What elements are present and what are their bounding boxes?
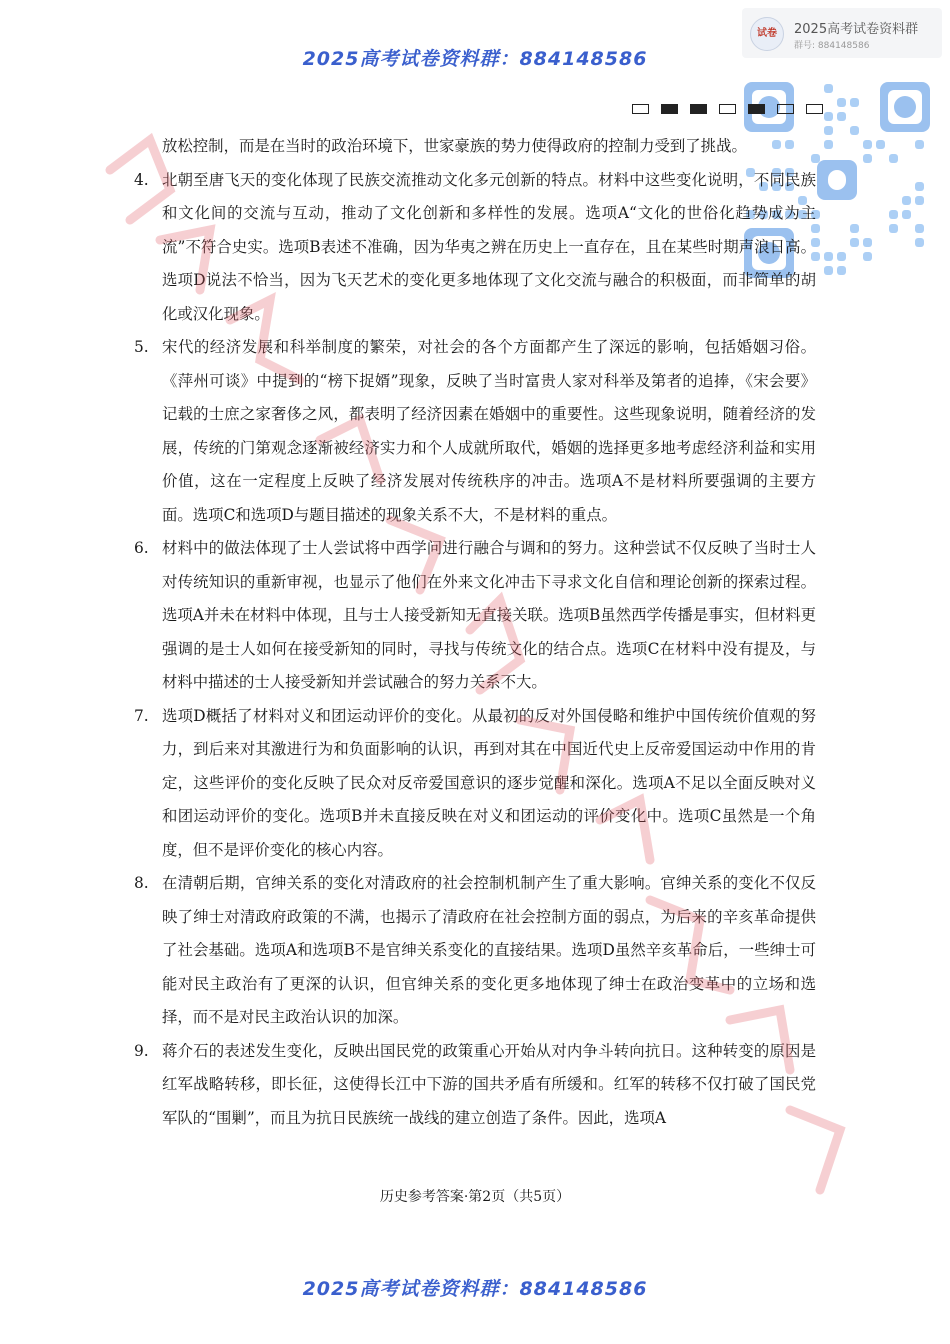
answer-text: 在清朝后期，官绅关系的变化对清政府的社会控制机制产生了重大影响。官绅关系的变化不仅反映了绅士对清政府政策的不满，也揭示了清政府在社会控制方面的弱点，为后来的辛亥革命提供了社会基础。选项A和选项B不是官绅关系变化的直接结果。选项D虽然辛亥革命后，一些绅士可能对民主政治有了更深的认识，但官绅关系的变化更多地体现了绅士在政治变革中的立场和选择，而不是对民主政治认识的加深。 bbox=[162, 874, 816, 1026]
qr-module bbox=[889, 224, 898, 233]
qr-module bbox=[889, 154, 898, 163]
qr-module bbox=[915, 140, 924, 149]
group-logo-icon: 试卷 bbox=[750, 17, 784, 51]
answer-item bbox=[134, 532, 816, 700]
answer-number: 5. bbox=[134, 338, 149, 356]
answer-number: 8. bbox=[134, 874, 149, 892]
qr-module bbox=[850, 224, 859, 233]
group-id: 群号: 884148586 bbox=[794, 41, 870, 51]
answer-item bbox=[134, 331, 816, 532]
qr-module bbox=[824, 126, 833, 135]
answer-text: 蒋介石的表述发生变化，反映出国民党的政策重心开始从对内争斗转向抗日。这种转变的原因是红军战略转移，即长征，这使得长江中下游的国共矛盾有所缓和。红军的转移不仅打破了国民党军队的“围剿”，而且为抗日民族统一战线的建立创造了条件。因此，选项A bbox=[162, 1041, 816, 1127]
answer-text: 选项D概括了材料对义和团运动评价的变化。从最初的反对外国侵略和维护中国传统价值观的努力，到后来对其激进行为和负面影响的认识，再到对其在中国近代史上反帝爱国运动中作用的肯定，这些评价的变化反映了民众对反帝爱国意识的逐步觉醒和深化。选项A不足以全面反映对义和团运动评价的变化。选项B并未直接反映在对义和团运动的评价变化中。选项C虽然是一个角度，但不是评价变化的核心内容。 bbox=[162, 706, 816, 859]
qr-module bbox=[863, 238, 872, 247]
qr-module bbox=[837, 252, 846, 261]
qr-module bbox=[915, 196, 924, 205]
answer-list bbox=[134, 164, 816, 1136]
qr-module bbox=[915, 238, 924, 247]
answer-item bbox=[134, 867, 816, 1035]
qr-module bbox=[915, 182, 924, 191]
qr-module bbox=[863, 154, 872, 163]
qr-module bbox=[824, 252, 833, 261]
registration-marks bbox=[632, 104, 823, 116]
qr-module bbox=[824, 84, 833, 93]
answer-text: 北朝至唐飞天的变化体现了民族交流推动文化多元创新的特点。材料中这些变化说明，不同民族和文化间的交流与互动，推动了文化创新和多样性的发展。选项A“文化的世俗化趋势成为主流”不符合史实。选项B表述不准确，因为华夷之辨在历史上一直存在，且在某些时期声浪日高。选项D说法不恰当，因为飞天艺术的变化更多地体现了文化交流与融合的积极面，而非简单的胡化或汉化现象。 bbox=[162, 170, 816, 323]
top-banner: 2025高考试卷资料群：884148586 bbox=[302, 48, 648, 70]
qr-module bbox=[837, 98, 846, 107]
answer-text: 宋代的经济发展和科举制度的繁荣，对社会的各个方面都产生了深远的影响，包括婚姻习俗。《萍州可谈》中提到的“榜下捉婿”现象，反映了当时富贵人家对科举及第者的追捧，《宋会要》记载的士庶之家奢侈之风，都表明了经济因素在婚姻中的重要性。这些现象说明，随着经济的发展，传统的门第观念逐渐被经济实力和个人成就所取代，婚姻的选择更多地考虑经济利益和实用价值，这在一定程度上反映了经济发展对传统秩序的冲击。选项A不是材料所要强调的主要方面。选项C和选项D与题目描述的现象关系不大，不是材料的重点。 bbox=[162, 338, 816, 524]
qr-module bbox=[824, 140, 833, 149]
answer-item bbox=[134, 700, 816, 868]
qr-module bbox=[889, 210, 898, 219]
qr-module bbox=[824, 112, 833, 121]
answer-text: 材料中的做法体现了士人尝试将中西学问进行融合与调和的努力。这种尝试不仅反映了当时士人对传统知识的重新审视，也显示了他们在外来文化冲击下寻求文化自信和理论创新的探索过程。选项A并未在材料中体现，且与士人接受新知无直接关联。选项B虽然西学传播是事实，但材料更强调的是士人如何在接受新知的同时，寻找与传统文化的结合点。选项C在材料中没有提及，与材料中描述的士人接受新知并尝试融合的努力关系不大。 bbox=[162, 539, 816, 691]
qr-module bbox=[850, 98, 859, 107]
answer-content bbox=[134, 130, 816, 1135]
answer-item bbox=[134, 1035, 816, 1136]
continuation-line: 放松控制，而是在当时的政治环境下，世家豪族的势力使得政府的控制力受到了挑战。 bbox=[162, 137, 747, 155]
group-name: 2025高考试卷资料群 bbox=[794, 22, 919, 37]
qr-module bbox=[863, 140, 872, 149]
page-footer: 历史参考答案·第2页（共5页） bbox=[379, 1189, 571, 1205]
qr-module bbox=[850, 126, 859, 135]
qr-module bbox=[837, 266, 846, 275]
group-badge bbox=[742, 8, 942, 58]
qr-module bbox=[876, 140, 885, 149]
answer-number: 7. bbox=[134, 706, 149, 725]
qr-module bbox=[902, 196, 911, 205]
qr-module bbox=[915, 224, 924, 233]
answer-number: 4. bbox=[134, 170, 149, 189]
answer-number: 6. bbox=[134, 539, 149, 557]
qr-module bbox=[902, 210, 911, 219]
qr-module bbox=[850, 238, 859, 247]
qr-module bbox=[863, 252, 872, 261]
qr-module bbox=[824, 266, 833, 275]
answer-item bbox=[134, 164, 816, 332]
answer-number: 9. bbox=[134, 1041, 149, 1060]
bottom-banner: 2025高考试卷资料群：884148586 bbox=[302, 1278, 648, 1300]
qr-module bbox=[837, 112, 846, 121]
